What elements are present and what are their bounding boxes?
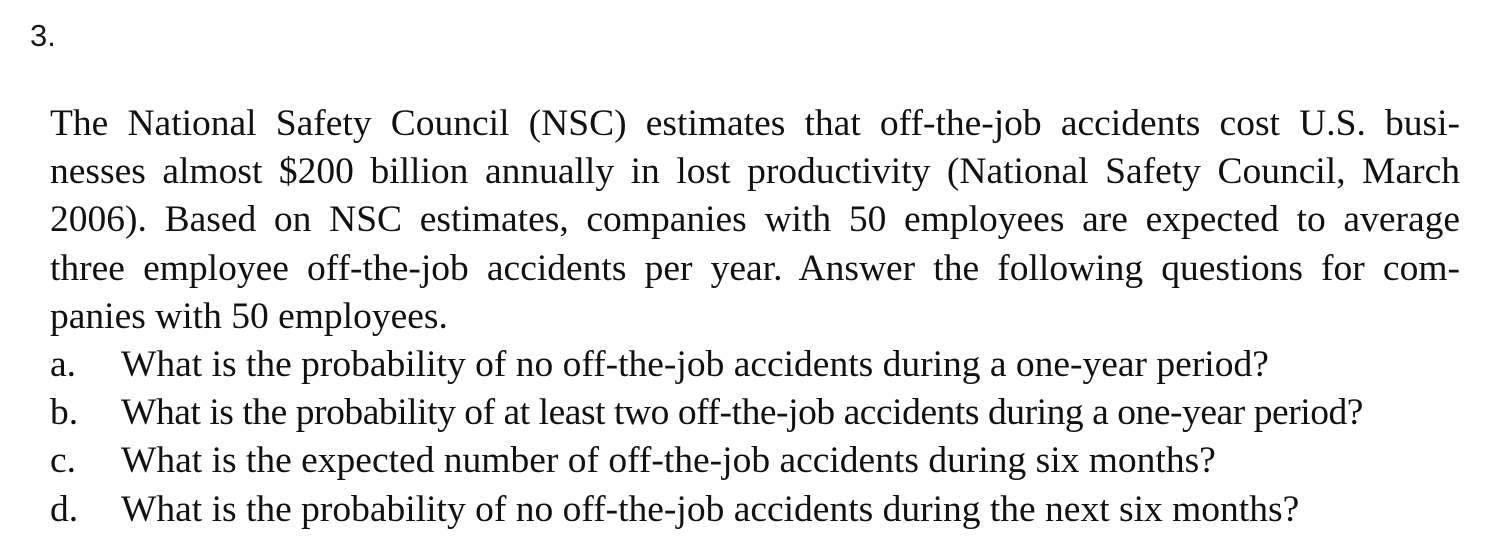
paragraph-line: 2006). Based on NSC estimates, companies with 50 employees are expected to average	[50, 199, 1460, 241]
paragraph-line: three employee off-the-job accidents per year. Answer the following questions for com-	[50, 247, 1460, 289]
problem-body	[50, 100, 1460, 534]
question-item	[50, 389, 1460, 437]
question-list	[50, 341, 1460, 534]
question-label: a.	[50, 343, 77, 385]
question-item	[50, 437, 1460, 485]
question-text: What is the probability of no off-the-job accidents during a one-year period?	[121, 343, 1269, 385]
question-item	[50, 486, 1460, 534]
question-text: What is the expected number of off-the-job accidents during six months?	[121, 440, 1216, 482]
question-text: What is the probability of no off-the-job accidents during the next six months?	[121, 488, 1300, 530]
question-label: b.	[50, 392, 79, 434]
question-label: d.	[50, 488, 79, 530]
question-item	[50, 341, 1460, 389]
paragraph-line: The National Safety Council (NSC) estimates that off-the-job accidents cost U.S. busi-	[50, 103, 1460, 144]
paragraph-line: nesses almost $200 billion annually in lost productivity (National Safety Council, March	[50, 151, 1460, 193]
problem-paragraph	[50, 100, 1460, 341]
problem-number: 3.	[30, 18, 56, 53]
paragraph-line: panies with 50 employees.	[50, 295, 448, 337]
question-label: c.	[50, 440, 77, 482]
question-text: What is the probability of at least two off-the-job accidents during a one-year period?	[121, 392, 1364, 434]
